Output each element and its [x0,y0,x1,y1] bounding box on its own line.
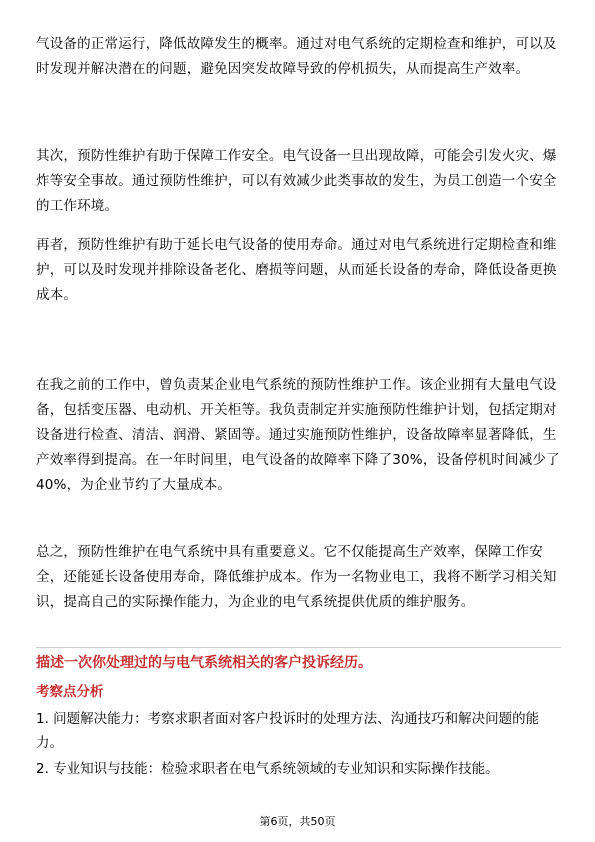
page-number: 第6页，共50页 [259,815,336,828]
body-paragraph: 再者，预防性维护有助于延长电气设备的使用寿命。通过对电气系统进行定期检查和维护，可以及时发现并排除设备老化、磨损等问题，从而延长设备的寿命，降低设备更换成本。 [36,237,557,303]
interview-question: 描述一次你处理过的与电气系统相关的客户投诉经历。 [36,655,372,671]
analysis-item: 2. 专业知识与技能：检验求职者在电气系统领域的专业知识和实际操作技能。 [36,761,499,777]
body-paragraph: 其次，预防性维护有助于保障工作安全。电气设备一旦出现故障，可能会引发火灾、爆炸等安全事故。通过预防性维护，可以有效减少此类事故的发生，为员工创造一个安全的工作环境。 [36,148,557,214]
section-divider [36,647,561,648]
body-paragraph: 气设备的正常运行，降低故障发生的概率。通过对电气系统的定期检查和维护，可以及时发现并解决潜在的问题，避免因突发故障导致的停机损失，从而提高生产效率。 [36,36,557,77]
body-paragraph: 总之，预防性维护在电气系统中具有重要意义。它不仅能提高生产效率，保障工作安全，还能延长设备使用寿命，降低维护成本。作为一名物业电工，我将不断学习相关知识，提高自己的实际操作能力，为企业的电气系统提供优质的维护服务。 [36,544,557,610]
analysis-list [36,707,561,783]
body-paragraph: 在我之前的工作中，曾负责某企业电气系统的预防性维护工作。该企业拥有大量电气设备，包括变压器、电动机、开关柜等。我负责制定并实施预防性维护计划，包括定期对设备进行检查、清洁、润滑、紧固等。通过实施预防性维护，设备故障率显著降低，生产效率得到提高。在一年时间里，电气设备的故障率下降了30%，设备停机时间减少了40%，为企业节约了大量成本。 [36,377,560,493]
analysis-item: 1. 问题解决能力：考察求职者面对客户投诉时的处理方法、沟通技巧和解决问题的能力。 [36,711,540,751]
analysis-heading: 考察点分析 [36,684,104,700]
